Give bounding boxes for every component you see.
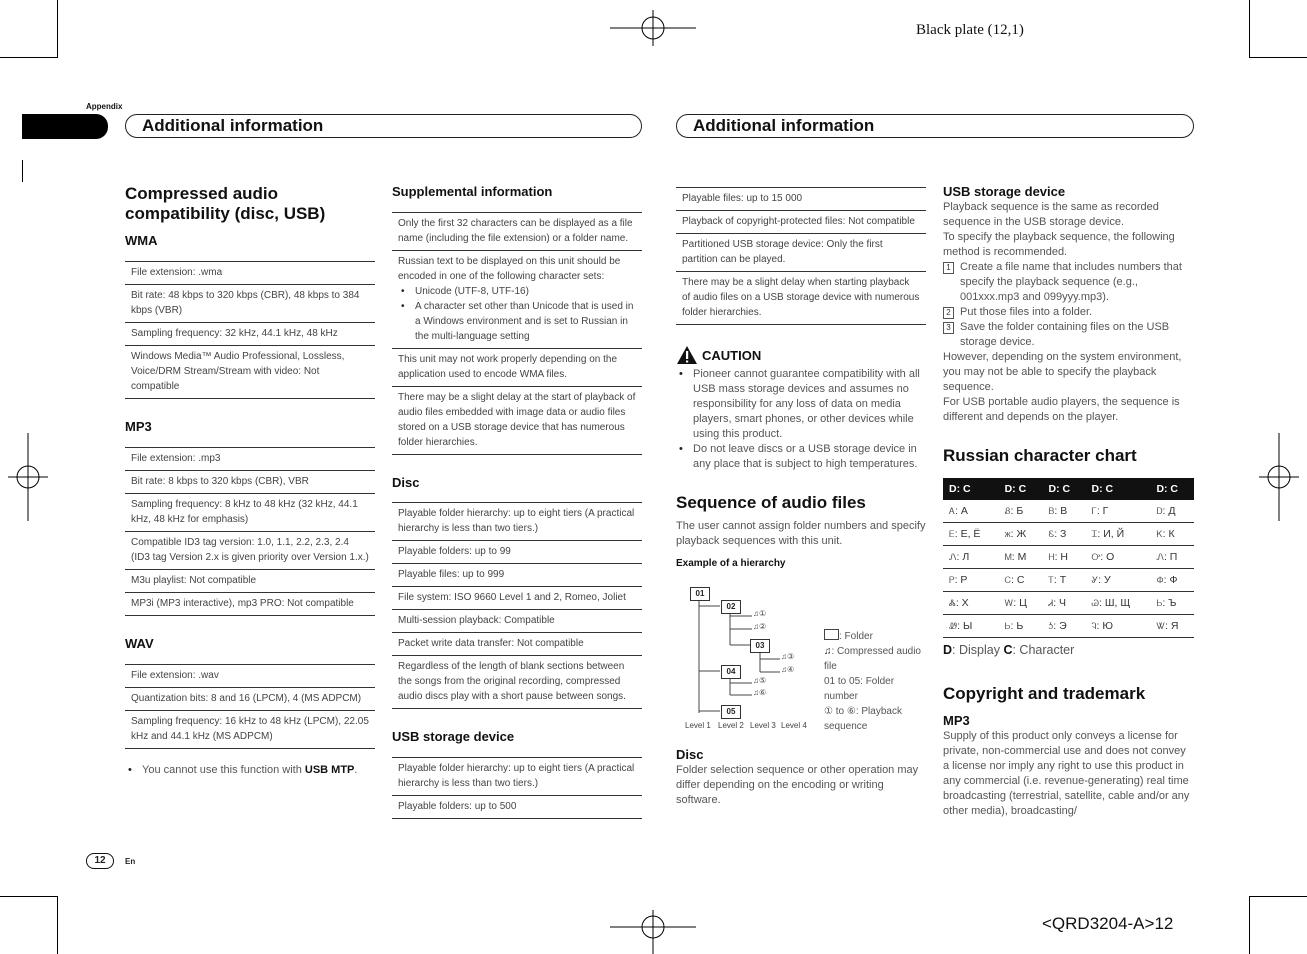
table-row: Compatible ID3 tag version: 1.0, 1.1, 2.2, 2.3, 2.4 (ID3 tag Version 2.x is given priority over Version 1.x.) xyxy=(125,532,375,570)
disc-heading: Disc xyxy=(392,475,420,490)
table-row: Only the first 32 characters can be displayed as a file name (including the file extension) or a folder name. xyxy=(392,213,642,251)
step-number: 2 xyxy=(943,307,954,319)
disc-heading-2: Disc xyxy=(676,747,704,762)
display-glyph-icon: Ꮈ xyxy=(1091,621,1097,631)
list-item: 2 Put those files into a folder. xyxy=(943,305,1194,320)
list-item: • A character set other than Unicode that is used in a Windows environment and is set to Russian in the multi-language setting xyxy=(398,299,636,344)
table-row: Playable folder hierarchy: up to eight tiers (A practical hierarchy is less than two tiers.) xyxy=(392,503,642,541)
display-glyph-icon: Ᏼ xyxy=(1048,506,1055,516)
display-glyph-icon: Ꮺ xyxy=(949,621,958,631)
list-item: • Pioneer cannot guarantee compatibility with all USB mass storage devices and assumes no responsibility for any loss of data on media players, smart phones, or other devices while using this product. xyxy=(676,367,926,442)
table-row: Partitioned USB storage device: Only the first partition can be played. xyxy=(676,234,926,272)
language-label: En xyxy=(125,857,136,866)
plate-label: Black plate (12,1) xyxy=(916,22,1024,38)
section-banner-left: Additional information xyxy=(125,114,642,138)
table-row: File system: ISO 9660 Level 1 and 2, Romeo, Joliet xyxy=(392,587,642,610)
hierarchy-diagram xyxy=(676,573,926,735)
display-glyph-icon: Ᏸ xyxy=(1004,506,1011,516)
mp3-heading: MP3 xyxy=(125,419,152,434)
usb-table-continued xyxy=(676,187,926,325)
table-row: There may be a slight delay when starting playback of audio files on a USB storage device with numerous folder hierarchies. xyxy=(676,272,926,325)
appendix-label: Appendix xyxy=(86,102,123,111)
display-glyph-icon: Ꮚ xyxy=(1091,598,1100,608)
table-row: Ꮲ: Р Ꮯ: С Ꭲ: Т Ꮍ: У Φ: Ф xyxy=(943,569,1194,592)
level-label: Level 3 xyxy=(750,721,776,730)
table-row: File extension: .wav xyxy=(125,665,375,688)
russian-chart-table xyxy=(943,478,1194,638)
table-row: Ꭼ: Е, Ё ж: Ж Ꮛ: З Ꮖ: И, Й Ꮶ: К xyxy=(943,523,1194,546)
table-row: Ꮑ: Л Ꮇ: М Ꮋ: Н Ꭴ: О Ꮑ: П xyxy=(943,546,1194,569)
file-6: ♫⑥ xyxy=(753,688,767,697)
column-2 xyxy=(392,184,642,819)
wav-table xyxy=(125,664,375,749)
compat-title: Compressed audio compatibility (disc, USB) xyxy=(125,184,326,223)
copyright-title: Copyright and trademark xyxy=(943,684,1146,703)
sequence-title: Sequence of audio files xyxy=(676,493,866,512)
display-glyph-icon: Ꮌ xyxy=(1048,621,1054,631)
music-note-icon: ♫ xyxy=(781,652,787,661)
list-item: • Do not leave discs or a USB storage device in any place that is subject to high temperatures. xyxy=(676,442,926,472)
column-1 xyxy=(125,184,375,778)
table-row: Regardless of the length of blank sections between the songs from the original recording, compressed audio discs play with a short pause between songs. xyxy=(392,656,642,709)
usb-heading: USB storage device xyxy=(392,729,515,744)
display-glyph-icon: Ꮯ xyxy=(1004,575,1012,585)
display-glyph-icon: Ꮋ xyxy=(1048,552,1055,562)
table-row: Sampling frequency: 16 kHz to 48 kHz (LPCM), 22.05 kHz and 44.1 kHz (MS ADPCM) xyxy=(125,711,375,749)
folder-01: 01 xyxy=(690,587,710,601)
music-note-icon: ♫ xyxy=(753,622,759,631)
display-glyph-icon: Ꮃ xyxy=(1004,598,1014,608)
step-number: 1 xyxy=(943,262,954,274)
table-row: Playable files: up to 15 000 xyxy=(676,188,926,211)
display-glyph-icon: Ꮟ xyxy=(1156,598,1163,608)
file-2: ♫② xyxy=(753,622,767,631)
folder-03: 03 xyxy=(750,639,770,653)
wav-heading: WAV xyxy=(125,636,154,651)
usb-table xyxy=(392,757,642,819)
page-number-badge: 12 xyxy=(86,853,114,869)
table-row: Ꮺ: Ы Ꮟ: Ь Ꮌ: Э Ꮈ: Ю Ꮤ: Я xyxy=(943,615,1194,638)
display-glyph-icon: Ꮬ xyxy=(949,598,956,608)
music-note-icon: ♫ xyxy=(753,609,759,618)
display-glyph-icon: Ꮇ xyxy=(1004,552,1012,562)
step-number: 3 xyxy=(943,322,954,334)
disc-body: Folder selection sequence or other operation may differ depending on the encoding or writing software. xyxy=(676,764,919,806)
table-header-row: D: C D: C D: C D: C D: C xyxy=(943,478,1194,500)
level-label: Level 4 xyxy=(781,721,807,730)
document-code: <QRD3204-A>12 xyxy=(1042,914,1174,933)
file-3: ♫③ xyxy=(781,652,795,661)
table-row: Russian text to be displayed on this unit should be encoded in one of the following character sets: • Unicode (UTF-8, UTF-16) • A character set other than Unicode that is used in a Windows environment and is set to Russian in the multi-language setting xyxy=(392,251,642,349)
list-item: • Unicode (UTF-8, UTF-16) xyxy=(398,284,636,299)
mp3-table xyxy=(125,447,375,616)
hierarchy-title: Example of a hierarchy xyxy=(676,558,786,569)
display-glyph-icon: Ꮤ xyxy=(1156,621,1166,631)
column-4 xyxy=(943,184,1194,819)
table-row: Sampling frequency: 8 kHz to 48 kHz (32 kHz, 44.1 kHz, 48 kHz for emphasis) xyxy=(125,494,375,532)
level-label: Level 2 xyxy=(718,721,744,730)
display-glyph-icon: Ꮧ xyxy=(1048,598,1054,608)
music-note-icon: ♫ xyxy=(753,676,759,685)
copyright-mp3-body: Supply of this product only conveys a license for private, non-commercial use and does not convey a license nor imply any right to use this product in any commercial (i.e. revenue-generating) real time broadcasting (terrestrial, satellite, cable and/or any other media), broadcasting/ xyxy=(943,730,1190,817)
display-glyph-icon: Ꭺ xyxy=(949,506,956,516)
list-item: 3 Save the folder containing files on the USB storage device. xyxy=(943,320,1194,350)
music-note-icon: ♫ xyxy=(753,688,759,697)
appendix-tab xyxy=(22,114,108,139)
display-glyph-icon: Ꮑ xyxy=(1156,552,1164,562)
table-row: Multi-session playback: Compatible xyxy=(392,610,642,633)
table-row: File extension: .wma xyxy=(125,262,375,285)
table-row: Bit rate: 8 kbps to 320 kbps (CBR), VBR xyxy=(125,471,375,494)
wma-heading: WMA xyxy=(125,233,158,248)
supplemental-table xyxy=(392,212,642,455)
usb-device-heading: USB storage device xyxy=(943,184,1066,199)
usb-paragraph: To specify the playback sequence, the following method is recommended. xyxy=(943,231,1175,258)
list-item: 1 Create a file name that includes numbers that specify the playback sequence (e.g., 001xxx.mp3 and 099yyy.mp3). xyxy=(943,260,1194,305)
music-note-icon: ♫ xyxy=(781,665,787,674)
folder-02: 02 xyxy=(721,600,741,614)
column-3 xyxy=(676,187,926,808)
display-glyph-icon: Ꮶ xyxy=(1156,529,1163,539)
hierarchy-legend: : Folder ♫: Compressed audio file 01 to 05: Folder number ① to ⑥: Playback sequence xyxy=(824,631,921,732)
table-row: Playable folders: up to 500 xyxy=(392,796,642,819)
usb-paragraph: Playback sequence is the same as recorded sequence in the USB storage device. xyxy=(943,201,1159,228)
display-glyph-icon: Ꮛ xyxy=(1048,529,1055,539)
table-row: Bit rate: 48 kbps to 320 kbps (CBR), 48 kbps to 384 kbps (VBR) xyxy=(125,285,375,323)
table-row: Playable folder hierarchy: up to eight tiers (A practical hierarchy is less than two tiers.) xyxy=(392,758,642,796)
file-5: ♫⑤ xyxy=(753,676,767,685)
table-row: Quantization bits: 8 and 16 (LPCM), 4 (MS ADPCM) xyxy=(125,688,375,711)
copyright-mp3-heading: MP3 xyxy=(943,713,970,728)
display-glyph-icon: Ꭴ xyxy=(1091,552,1101,562)
table-row: This unit may not work properly depending on the application used to encode WMA files. xyxy=(392,349,642,387)
display-glyph-icon: ж xyxy=(1004,529,1011,539)
folder-icon xyxy=(824,629,839,640)
table-row: Playable folders: up to 99 xyxy=(392,541,642,564)
wma-table xyxy=(125,261,375,399)
table-row: M3u playlist: Not compatible xyxy=(125,570,375,593)
table-row: There may be a slight delay at the start of playback of audio files embedded with image data or audio files stored on a USB storage device that has numerous folder hierarchies. xyxy=(392,387,642,455)
warning-icon xyxy=(676,345,698,365)
caution-header xyxy=(676,345,926,365)
display-glyph-icon: Ꭰ xyxy=(1156,506,1163,516)
display-glyph-icon: Ꮲ xyxy=(949,575,955,585)
music-note-icon: ♫ xyxy=(824,646,832,657)
display-glyph-icon: Ꮍ xyxy=(1091,575,1099,585)
disc-table xyxy=(392,502,642,709)
sequence-body: The user cannot assign folder numbers and specify playback sequences with this unit. xyxy=(676,520,926,547)
usb-paragraph: For USB portable audio players, the sequence is different and depends on the player. xyxy=(943,396,1180,423)
folder-05: 05 xyxy=(721,705,741,719)
table-row: Ꭺ: А Ᏸ: Б Ᏼ: В Ꮁ: Г Ꭰ: Д xyxy=(943,500,1194,523)
display-glyph-icon: Ꭲ xyxy=(1048,575,1054,585)
folder-04: 04 xyxy=(721,665,741,679)
display-glyph-icon: Ꭼ xyxy=(949,529,955,539)
display-glyph-icon: Φ xyxy=(1156,575,1164,585)
section-banner-right: Additional information xyxy=(676,114,1194,138)
table-row: Playback of copyright-protected files: Not compatible xyxy=(676,211,926,234)
file-1: ♫① xyxy=(753,609,767,618)
display-glyph-icon: Ꮁ xyxy=(1091,506,1097,516)
display-glyph-icon: Ꮑ xyxy=(949,552,957,562)
table-row: Windows Media™ Audio Professional, Lossless, Voice/DRM Stream/Stream with video: Not compatible xyxy=(125,346,375,399)
table-row: File extension: .mp3 xyxy=(125,448,375,471)
supplemental-heading: Supplemental information xyxy=(392,184,553,199)
usb-mtp-note: • You cannot use this function with USB MTP. xyxy=(125,763,375,778)
table-row: Sampling frequency: 32 kHz, 44.1 kHz, 48 kHz xyxy=(125,323,375,346)
table-row: MP3i (MP3 interactive), mp3 PRO: Not compatible xyxy=(125,593,375,616)
table-row: Ꮬ: Х Ꮃ: Ц Ꮧ: Ч Ꮚ: Ш, Щ Ꮟ: Ъ xyxy=(943,592,1194,615)
chart-legend: D: Display C: Character xyxy=(943,643,1075,657)
display-glyph-icon: Ꮟ xyxy=(1004,621,1011,631)
table-row: Playable files: up to 999 xyxy=(392,564,642,587)
file-4: ♫④ xyxy=(781,665,795,674)
usb-paragraph: However, depending on the system environment, you may not be able to specify the playback sequence. xyxy=(943,351,1182,393)
caution-label: CAUTION xyxy=(702,347,762,363)
display-glyph-icon: Ꮖ xyxy=(1091,529,1098,539)
russian-chart-title: Russian character chart xyxy=(943,446,1137,465)
level-label: Level 1 xyxy=(685,721,711,730)
table-row: Packet write data transfer: Not compatible xyxy=(392,633,642,656)
